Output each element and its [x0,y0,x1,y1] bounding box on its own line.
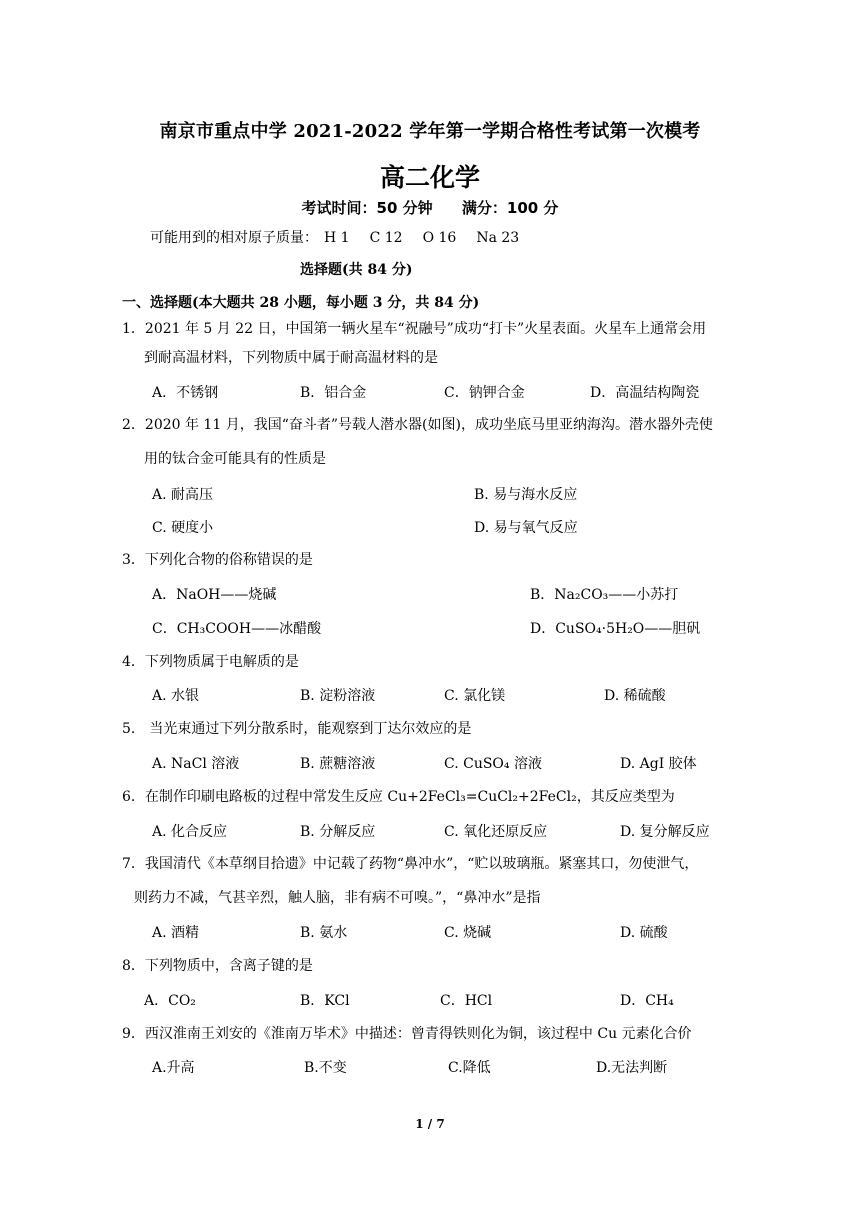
option-c: C．HCl [440,993,493,1009]
question-stem: 3．下列化合物的俗称错误的是 [122,552,313,568]
page-number: 1 / 7 [415,1117,445,1131]
option-a: A．不锈钢 [152,385,219,401]
option-c: C．钠钾合金 [444,385,525,401]
question-5 [122,719,752,739]
option-a: A. NaCl 溶液 [152,756,240,772]
option-d: D. AgI 胶体 [620,756,697,772]
question-stem: 5． 当光束通过下列分散系时，能观察到丁达尔效应的是 [122,721,472,737]
option-c: C．CH₃COOH——冰醋酸 [152,621,322,637]
exam-title: 南京市重点中学 2021-2022 学年第一学期合格性考试第一次模考 [159,121,701,142]
question-3 [122,550,752,570]
option-a: A．NaOH——烧碱 [152,587,277,603]
option-a: A. 化合反应 [152,824,228,840]
option-b: B．Na₂CO₃——小苏打 [530,587,679,603]
question-stem: 6．在制作印刷电路板的过程中常发生反应 Cu+2FeCl₃=CuCl₂+2FeCl₂，其反应类型为 [122,789,675,805]
question-stem: 8．下列物质中，含离子键的是 [122,958,313,974]
option-a: A. 耐高压 [152,487,214,503]
option-b: B. 氨水 [300,925,348,941]
option-c: C. 氯化镁 [444,688,506,704]
question-stem: 7．我国清代《本草纲目拾遗》中记载了药物“鼻冲水”，“贮以玻璃瓶。紧塞其口，勿使泄气， [122,856,699,872]
option-d: D. 复分解反应 [620,824,710,840]
option-b: B.不变 [304,1060,347,1076]
full-score: 满分：100 分 [461,199,559,217]
subject-title: 高二化学 [379,163,480,192]
option-c: C. 硬度小 [152,520,214,536]
option-d: D．CH₄ [620,993,674,1009]
option-c: C. 烧碱 [444,925,492,941]
option-c: C. CuSO₄ 溶液 [444,756,542,772]
option-a: A. 水银 [152,688,200,704]
atomic-mass-item: Na 23 [476,230,520,246]
question-stem: 1．2021 年 5 月 22 日，中国第一辆火星车“祝融号”成功“打卡”火星表面。火星车上通常会用 [122,321,707,337]
option-b: B．铝合金 [300,385,367,401]
option-d: D.无法判断 [596,1060,668,1076]
question-7 [122,854,752,908]
option-a: A．CO₂ [144,993,196,1009]
option-d: D. 硫酸 [620,925,668,941]
atomic-mass-item: C 12 [369,230,403,246]
question-stem-cont: 到耐高温材料，下列物质中属于耐高温材料的是 [144,350,438,366]
question-stem-cont: 则药力不减，气甚辛烈，触人脑，非有病不可嗅。”，“鼻冲水”是指 [134,890,541,906]
atomic-mass-item: H 1 [324,230,350,246]
option-d: D. 易与氧气反应 [474,520,578,536]
question-9 [122,1024,752,1044]
option-d: D. 稀硫酸 [604,688,666,704]
atomic-mass-line [150,227,539,247]
exam-time: 考试时间：50 分钟 [301,199,433,217]
atomic-mass-label: 可能用到的相对原子质量： [150,230,318,246]
question-8 [122,956,752,976]
section-heading: 选择题(共 84 分) [300,262,413,278]
option-b: B．KCl [300,993,350,1009]
option-b: B. 分解反应 [300,824,376,840]
question-stem: 9．西汉淮南王刘安的《淮南万毕术》中描述：曾青得铁则化为铜，该过程中 Cu 元素化合价 [122,1026,692,1042]
option-d: D．CuSO₄·5H₂O——胆矾 [530,621,701,637]
question-6 [122,787,752,807]
option-a: A. 酒精 [152,925,200,941]
question-1 [122,319,752,368]
option-c: C.降低 [448,1060,491,1076]
option-a: A.升高 [152,1060,195,1076]
exam-meta [0,197,860,218]
option-d: D．高温结构陶瓷 [590,385,700,401]
question-stem: 2．2020 年 11 月，我国“奋斗者”号载人潜水器(如图)，成功坐底马里亚纳海沟。潜水器外壳使 [122,417,713,433]
option-b: B. 易与海水反应 [474,487,578,503]
question-stem-cont: 用的钛合金可能具有的性质是 [144,451,326,467]
question-stem: 4．下列物质属于电解质的是 [122,654,299,670]
option-c: C. 氧化还原反应 [444,824,548,840]
question-2 [122,415,752,469]
option-b: B. 蔗糖溶液 [300,756,376,772]
option-b: B. 淀粉溶液 [300,688,376,704]
part-heading: 一、选择题(本大题共 28 小题，每小题 3 分，共 84 分) [122,295,480,311]
question-4 [122,652,752,672]
atomic-mass-item: O 16 [422,230,457,246]
